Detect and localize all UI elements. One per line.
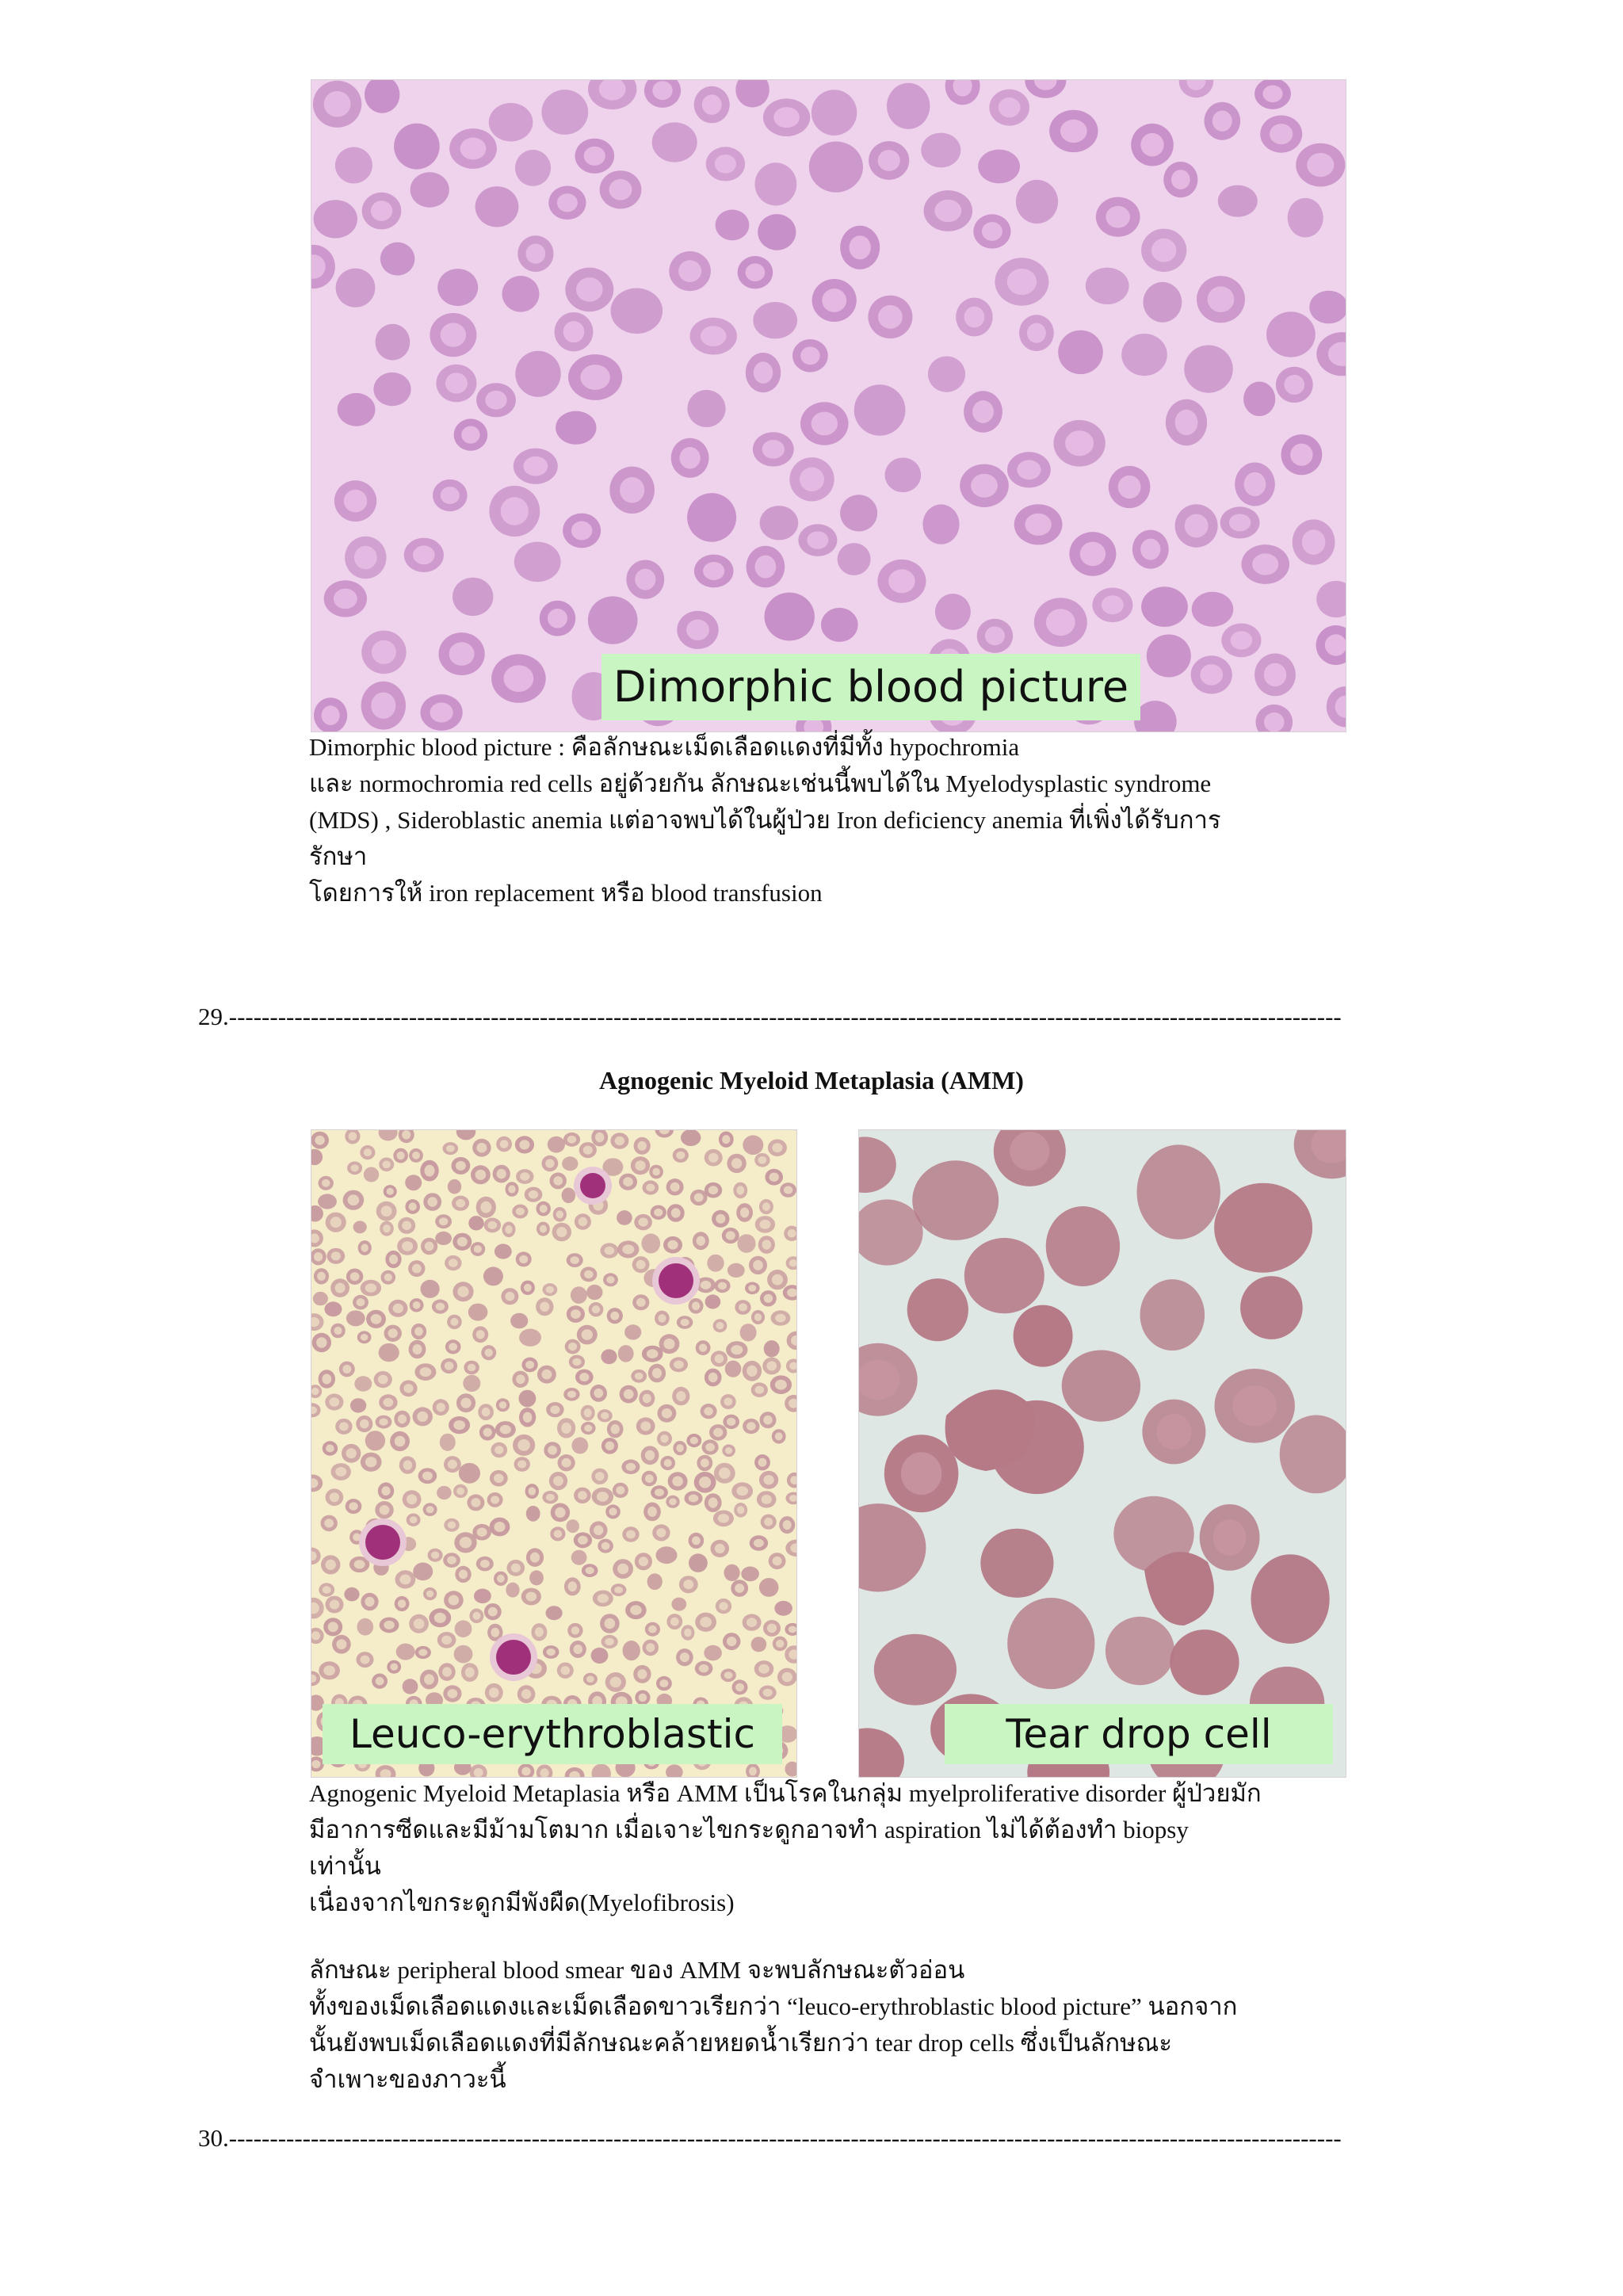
dimorphic-image-label: Dimorphic blood picture — [601, 654, 1140, 720]
leuco-smear-illustration — [311, 1130, 796, 1777]
text-line: Dimorphic blood picture : คือลักษณะเม็ดเลือดแดงที่มีทั้ง hypochromia — [309, 733, 1020, 761]
dimorphic-description — [309, 729, 1363, 911]
text-line: เท่านั้น — [309, 1852, 381, 1880]
separator-number: 29. — [198, 1003, 229, 1030]
text-line: และ normochromia red cells อยู่ด้วยกัน ลักษณะเช่นนี้พบได้ใน Myelodysplastic syndrome — [309, 770, 1212, 797]
separator-dashes: ---------------------------------------------------------------------------------------------------------------------------------------- — [228, 2124, 1342, 2152]
section-heading: Agnogenic Myeloid Metaplasia (AMM) — [599, 1066, 1024, 1095]
amm-description — [309, 1775, 1363, 1921]
separator-dashes: ---------------------------------------------------------------------------------------------------------------------------------------- — [228, 1003, 1342, 1030]
dimorphic-blood-image — [311, 79, 1346, 732]
text-line: โดยการให้ iron replacement หรือ blood transfusion — [309, 879, 823, 907]
tear-drop-smear-illustration — [859, 1130, 1346, 1777]
text-line: ลักษณะ peripheral blood smear ของ AMM จะพบลักษณะตัวอ่อน — [309, 1956, 965, 1984]
leuco-erythroblastic-image — [311, 1129, 797, 1778]
text-line: มีอาการซีดและมีม้ามโตมาก เมื่อเจาะไขกระดูกอาจทำ aspiration ไม่ได้ต้องทำ biopsy — [309, 1816, 1189, 1843]
tear-drop-cell-image — [858, 1129, 1346, 1778]
text-line: Agnogenic Myeloid Metaplasia หรือ AMM เป็นโรคในกลุ่ม myelproliferative disorder ผู้ป่วยมัก — [309, 1779, 1262, 1807]
text-line: เนื่องจากไขกระดูกมีพังผืด(Myelofibrosis) — [309, 1889, 735, 1916]
text-line: จำเพาะของภาวะนี้ — [309, 2065, 506, 2093]
dimorphic-smear-illustration — [311, 80, 1346, 732]
text-line: นั้นยังพบเม็ดเลือดแดงที่มีลักษณะคล้ายหยดน้ำเรียกว่า tear drop cells ซึ่งเป็นลักษณะ — [309, 2029, 1172, 2057]
tear-drop-image-label: Tear drop cell — [945, 1704, 1333, 1764]
text-line: รักษา — [309, 842, 368, 870]
separator-number: 30. — [198, 2124, 229, 2152]
amm-smear-description — [309, 1952, 1363, 2098]
leuco-image-label: Leuco-erythroblastic — [323, 1704, 782, 1764]
page-separator-30 — [198, 2124, 1442, 2153]
text-line: ทั้งของเม็ดเลือดแดงและเม็ดเลือดขาวเรียกว่า “leuco-erythroblastic blood picture” นอกจาก — [309, 1992, 1238, 2020]
page-separator-29 — [198, 1003, 1442, 1031]
text-line: (MDS) , Sideroblastic anemia แต่อาจพบได้ในผู้ป่วย Iron deficiency anemia ที่เพิ่งได้รับการ — [309, 806, 1221, 834]
